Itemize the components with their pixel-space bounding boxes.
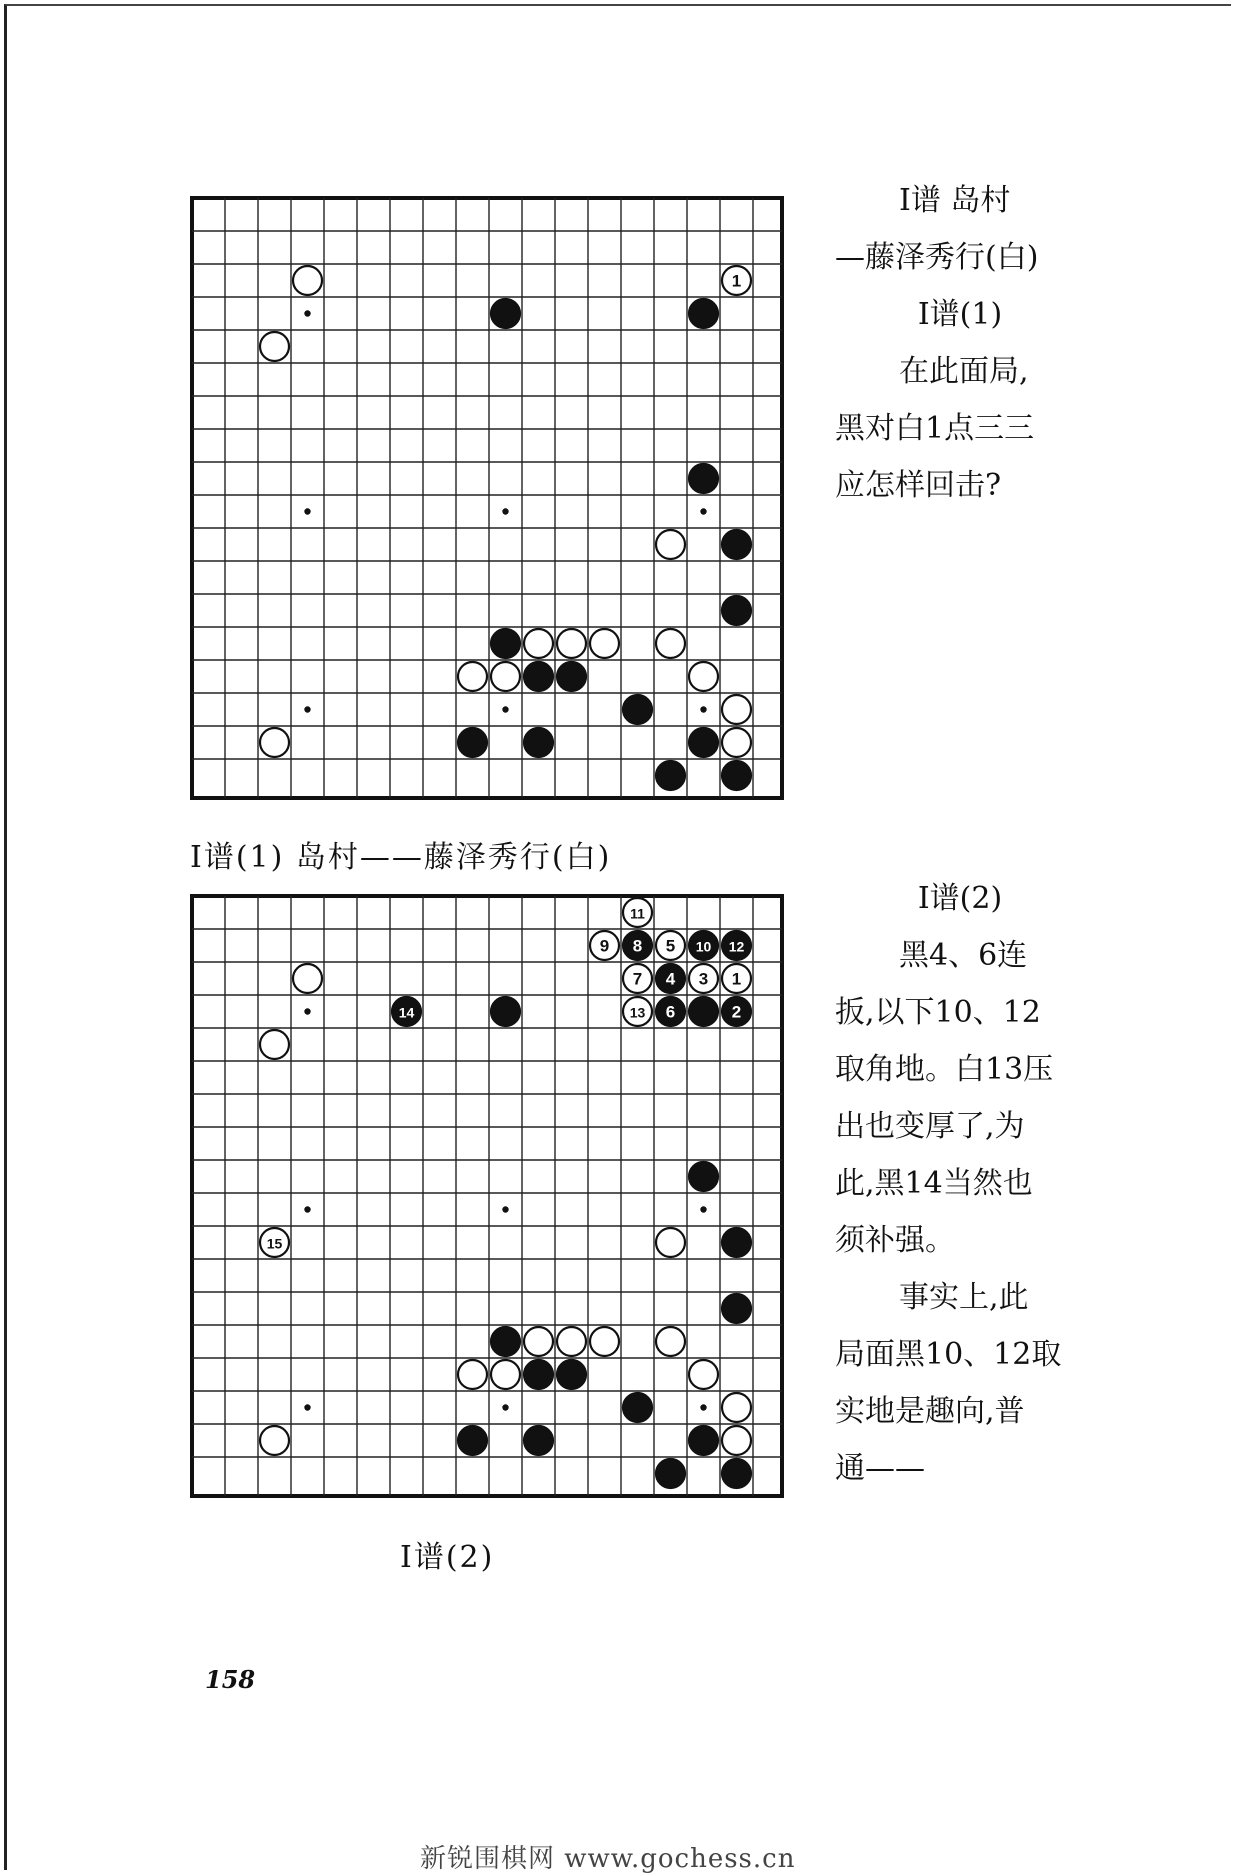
text-line: 取角地。白13压 [835,1052,1054,1087]
white-stone [689,662,718,691]
white-stone [293,964,322,993]
star-point [502,1206,508,1212]
text-line: 黑4、6连 [899,938,1028,973]
white-stone [557,1327,586,1356]
black-stone [656,761,685,790]
black-stone [722,1459,751,1488]
footer-watermark: 新锐围棋网 www.gochess.cn [420,1844,796,1874]
text-line: 实地是趣向,普 [835,1394,1025,1429]
black-stone [689,728,718,757]
black-stone [722,997,751,1026]
go-board-1-diagram [182,188,792,808]
text-line: 此,黑14当然也 [835,1166,1033,1201]
white-stone [524,629,553,658]
star-point [304,1404,310,1410]
black-stone [524,728,553,757]
white-stone [656,1327,685,1356]
star-point [700,1206,706,1212]
white-stone [656,1228,685,1257]
board1-grid [192,198,782,798]
black-stone [656,1459,685,1488]
star-point [700,1404,706,1410]
black-stone [458,1426,487,1455]
white-stone [722,964,751,993]
black-stone [722,596,751,625]
white-stone [458,662,487,691]
game-players: —藤泽秀行(白) [835,240,1039,275]
move-number: 11 [630,905,645,922]
diagram-caption-2: I谱(2) [400,1540,495,1575]
white-stone [722,1393,751,1422]
move-number: 6 [665,1002,676,1022]
black-stone [557,1360,586,1389]
black-stone [722,1294,751,1323]
white-stone [623,997,652,1026]
black-stone [524,1360,553,1389]
star-point [700,706,706,712]
black-stone [689,931,718,960]
black-stone [557,662,586,691]
black-stone [623,1393,652,1422]
black-stone [722,761,751,790]
black-stone [491,299,520,328]
move-number: 4 [665,969,676,989]
text-line: 通—— [835,1451,925,1486]
white-stone [260,1030,289,1059]
star-point [304,508,310,514]
black-stone [524,662,553,691]
white-stone [491,1360,520,1389]
move-number: 3 [698,969,709,989]
move-number: 12 [728,938,745,955]
text-line: 扳,以下10、12 [835,995,1041,1030]
side-text-1 [835,172,1085,514]
page-number: 158 [205,1665,256,1694]
white-stone [458,1360,487,1389]
white-stone [293,266,322,295]
white-stone [722,1426,751,1455]
black-stone [656,964,685,993]
move-number: 9 [599,936,610,956]
diagram-heading-1: I谱(1) [917,297,1003,332]
text-line: 出也变厚了,为 [835,1109,1025,1144]
white-stone [722,695,751,724]
white-stone [656,629,685,658]
move-number: 14 [398,1004,415,1021]
white-stone [722,728,751,757]
white-stone [590,931,619,960]
star-point [304,706,310,712]
text-line: 黑对白1点三三 [835,411,1035,446]
white-stone [491,662,520,691]
white-stone [623,964,652,993]
black-stone [722,931,751,960]
game-title: I谱 岛村 [899,183,1011,218]
white-stone [260,1228,289,1257]
black-stone [656,997,685,1026]
white-stone [260,332,289,361]
white-stone [590,629,619,658]
text-line: 局面黑10、12取 [835,1337,1062,1372]
star-point [304,310,310,316]
diagram-caption-1: I谱(1) 岛村——藤泽秀行(白) [190,840,612,875]
star-point [304,1008,310,1014]
star-point [502,508,508,514]
black-stone [623,931,652,960]
go-board-2 [182,886,792,1506]
text-line: 在此面局, [899,354,1029,389]
white-stone [656,931,685,960]
text-line: 事实上,此 [899,1280,1029,1315]
move-number: 2 [731,1002,742,1022]
side-text-2 [835,870,1085,1497]
star-point [502,1404,508,1410]
go-board-1 [182,188,792,808]
white-stone [689,964,718,993]
black-stone [689,299,718,328]
white-stone [260,1426,289,1455]
black-stone [689,1426,718,1455]
black-stone [524,1426,553,1455]
white-stone [623,898,652,927]
black-stone [491,629,520,658]
star-point [502,706,508,712]
text-line: 须补强。 [835,1223,955,1258]
black-stone [491,1327,520,1356]
move-number: 8 [632,936,643,956]
white-stone [524,1327,553,1356]
white-stone [722,266,751,295]
black-stone [689,997,718,1026]
black-stone [722,530,751,559]
white-stone [260,728,289,757]
white-stone [689,1360,718,1389]
black-stone [491,997,520,1026]
black-stone [689,464,718,493]
black-stone [623,695,652,724]
move-number: 13 [629,1004,646,1021]
move-number: 7 [632,969,643,989]
black-stone [722,1228,751,1257]
black-stone [392,997,421,1026]
white-stone [656,530,685,559]
move-number: 10 [695,938,712,955]
white-stone [557,629,586,658]
move-number: 1 [731,271,742,291]
text-line: 应怎样回击? [835,468,1002,503]
star-point [304,1206,310,1212]
board1-frame [192,198,782,798]
go-board-2-diagram [182,886,792,1506]
black-stone [458,728,487,757]
diagram-heading-2: I谱(2) [917,881,1003,916]
move-number: 1 [731,969,742,989]
black-stone [689,1162,718,1191]
move-number: 15 [266,1235,283,1252]
move-number: 5 [665,936,676,956]
white-stone [590,1327,619,1356]
star-point [700,508,706,514]
